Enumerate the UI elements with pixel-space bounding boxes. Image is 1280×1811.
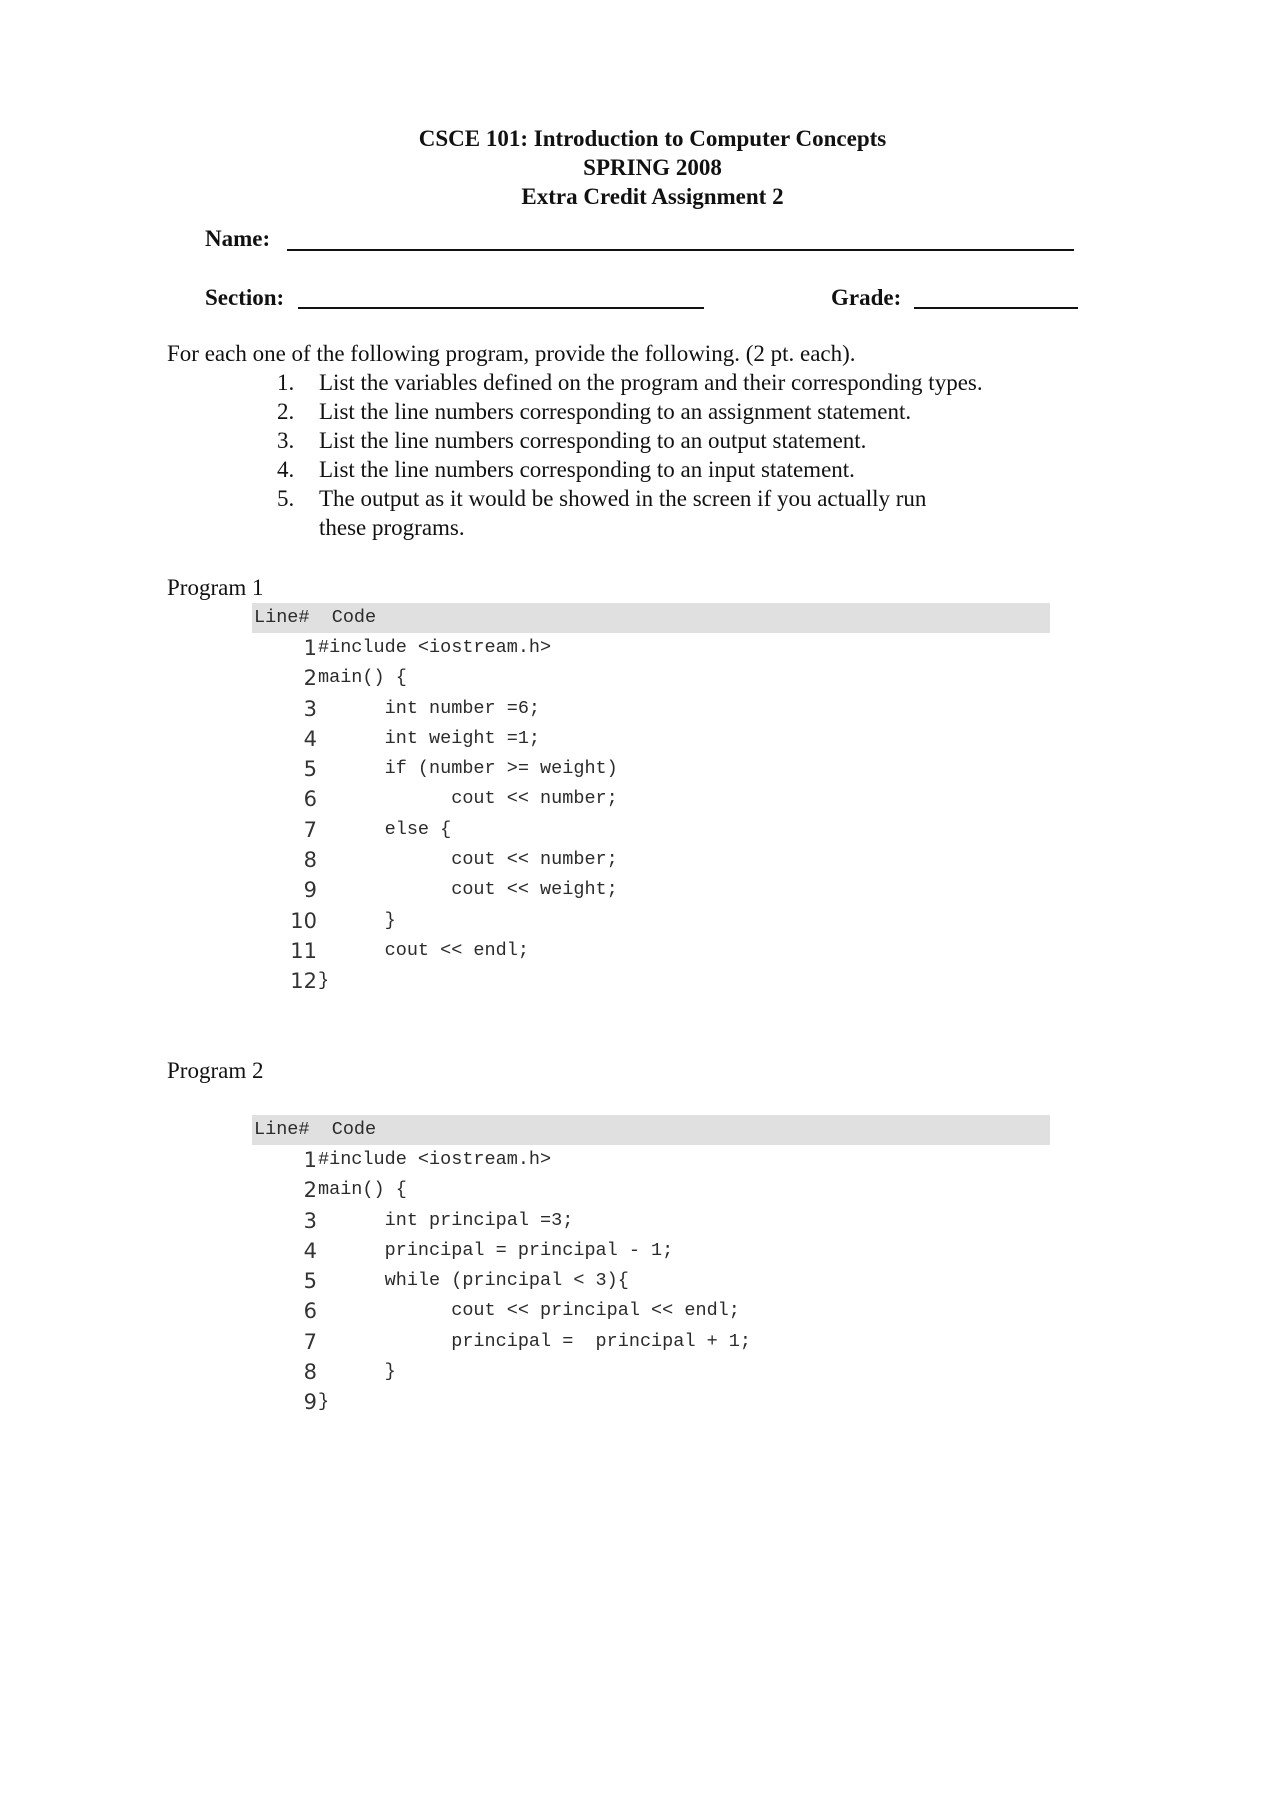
instruction-number: 4. bbox=[277, 457, 295, 482]
code-line bbox=[252, 966, 1050, 996]
document-header bbox=[0, 124, 1280, 211]
code-text: if (number >= weight) bbox=[318, 758, 618, 780]
line-number: 1 bbox=[303, 636, 317, 660]
line-number: 5 bbox=[303, 1269, 317, 1294]
code-text: #include <iostream.h> bbox=[318, 637, 552, 658]
line-number: 11 bbox=[290, 938, 317, 963]
instruction-number: 2. bbox=[277, 399, 295, 424]
section-label: Section: bbox=[205, 285, 285, 310]
instructions-intro: For each one of the following program, provide the following. (2 pt. each). bbox=[167, 341, 856, 366]
line-number: 12 bbox=[290, 969, 317, 994]
code-line bbox=[252, 1175, 1050, 1205]
grade-field-line[interactable] bbox=[914, 307, 1078, 309]
line-number: 9 bbox=[303, 1390, 317, 1415]
code-line bbox=[252, 875, 1050, 905]
term: SPRING 2008 bbox=[583, 155, 722, 180]
code-line bbox=[252, 1145, 1050, 1175]
instruction-text: The output as it would be showed in the screen if you actually run these programs. bbox=[319, 486, 927, 540]
instruction-text: List the line numbers corresponding to an output statement. bbox=[319, 428, 867, 453]
grade-label: Grade: bbox=[831, 285, 902, 310]
instruction-item bbox=[167, 368, 1067, 397]
code-text: principal = principal - 1; bbox=[318, 1239, 674, 1261]
code-text: int number =6; bbox=[318, 697, 541, 719]
code-line bbox=[252, 906, 1050, 936]
name-field-line[interactable] bbox=[287, 249, 1074, 251]
code-line bbox=[252, 1296, 1050, 1326]
code-text: } bbox=[318, 1391, 330, 1413]
code-text: cout << number; bbox=[318, 788, 618, 810]
program2-code-block bbox=[252, 1115, 1050, 1418]
instruction-item bbox=[167, 484, 959, 542]
code-line bbox=[252, 724, 1050, 754]
section-field-line[interactable] bbox=[298, 307, 704, 309]
line-number: 5 bbox=[303, 757, 317, 782]
line-number: 9 bbox=[303, 878, 317, 903]
code-line bbox=[252, 633, 1050, 663]
code-text: } bbox=[318, 970, 330, 992]
line-number: 10 bbox=[290, 908, 317, 933]
code-text: cout << endl; bbox=[318, 939, 529, 961]
instruction-number: 1. bbox=[277, 370, 295, 395]
code-text: } bbox=[318, 909, 396, 931]
line-number: 3 bbox=[303, 1208, 317, 1233]
code-line bbox=[252, 754, 1050, 784]
instruction-text: List the variables defined on the program and their corresponding types. bbox=[319, 370, 983, 395]
assignment-title: Extra Credit Assignment 2 bbox=[521, 184, 784, 209]
line-number: 4 bbox=[303, 726, 317, 751]
code-text: cout << weight; bbox=[318, 879, 618, 901]
line-number: 6 bbox=[303, 787, 317, 812]
code-line bbox=[252, 1357, 1050, 1387]
line-number: 2 bbox=[303, 1178, 317, 1203]
program1-code-block bbox=[252, 603, 1050, 997]
code-text: cout << number; bbox=[318, 849, 618, 871]
instructions bbox=[167, 339, 1067, 542]
instruction-text: List the line numbers corresponding to an assignment statement. bbox=[319, 399, 912, 424]
instruction-item bbox=[167, 426, 1067, 455]
code-line bbox=[252, 1266, 1050, 1296]
code-header: Line# Code bbox=[252, 1115, 1050, 1145]
code-line bbox=[252, 1387, 1050, 1417]
line-number: 6 bbox=[303, 1299, 317, 1324]
line-number: 7 bbox=[303, 817, 317, 842]
line-number: 8 bbox=[303, 848, 317, 873]
line-number: 7 bbox=[303, 1329, 317, 1354]
line-number: 2 bbox=[303, 666, 317, 691]
code-line bbox=[252, 694, 1050, 724]
line-number: 1 bbox=[303, 1148, 317, 1172]
line-number: 8 bbox=[303, 1360, 317, 1385]
code-text: main() { bbox=[318, 667, 407, 689]
code-line bbox=[252, 1327, 1050, 1357]
code-line bbox=[252, 1206, 1050, 1236]
code-line bbox=[252, 815, 1050, 845]
code-text: } bbox=[318, 1361, 396, 1383]
code-line bbox=[252, 663, 1050, 693]
code-line bbox=[252, 845, 1050, 875]
code-text: int weight =1; bbox=[318, 727, 541, 749]
code-line bbox=[252, 936, 1050, 966]
instruction-number: 3. bbox=[277, 428, 295, 453]
name-label: Name: bbox=[205, 226, 271, 251]
instruction-item bbox=[167, 455, 1067, 484]
code-text: while (principal < 3){ bbox=[318, 1270, 629, 1292]
instruction-item bbox=[167, 397, 1067, 426]
code-text: else { bbox=[318, 818, 452, 840]
program2-title: Program 2 bbox=[167, 1058, 264, 1083]
course-title: CSCE 101: Introduction to Computer Concepts bbox=[418, 126, 887, 151]
code-text: cout << principal << endl; bbox=[318, 1300, 740, 1322]
code-header: Line# Code bbox=[252, 603, 1050, 633]
code-text: int principal =3; bbox=[318, 1209, 574, 1231]
code-text: main() { bbox=[318, 1179, 407, 1201]
code-text: principal = principal + 1; bbox=[318, 1330, 751, 1352]
code-line bbox=[252, 784, 1050, 814]
code-line bbox=[252, 1236, 1050, 1266]
instruction-number: 5. bbox=[277, 486, 295, 511]
code-text: #include <iostream.h> bbox=[318, 1149, 552, 1170]
instruction-text: List the line numbers corresponding to an input statement. bbox=[319, 457, 855, 482]
line-number: 3 bbox=[303, 696, 317, 721]
line-number: 4 bbox=[303, 1238, 317, 1263]
program1-title: Program 1 bbox=[167, 575, 264, 600]
